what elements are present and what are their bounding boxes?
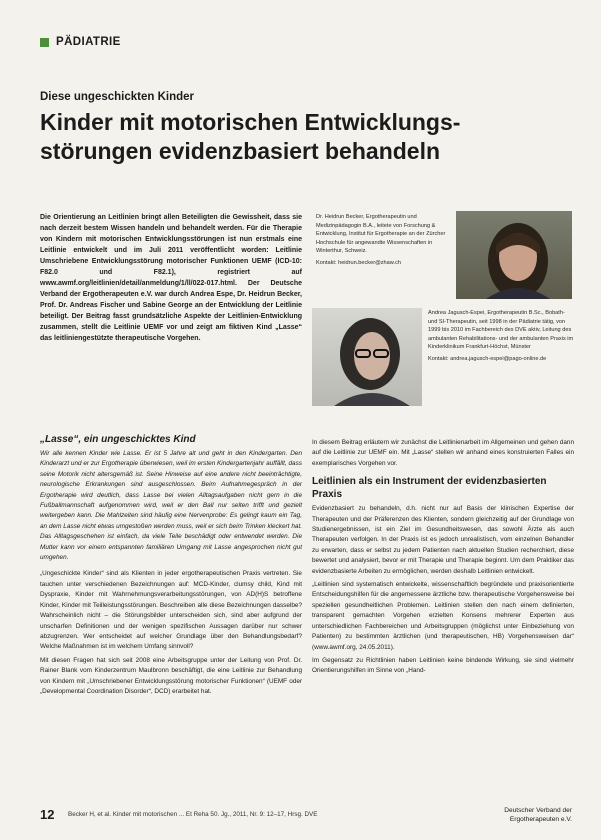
author-photo-2 — [312, 308, 422, 406]
section-label: PÄDIATRIE — [56, 36, 121, 48]
author-bio-1 — [316, 213, 452, 268]
body-paragraph-left-2: Mit diesen Fragen hat sich seit 2008 eine Arbeitsgruppe unter der Leitung von Prof. Dr. Rainer Blank vom Kinderzentrum Maulbronn beschäftigt, die eine Leitlinie zur Behandlung von Kindern mit „Umschriebener Entwicklungsstörung motorischer Funktionen“ (UEMF oder „Developmental Coordination Disorder“, DCD) erarbeitet hat. — [40, 656, 302, 695]
author-bio-1-text: Dr. Heidrun Becker, Ergotherapeutin und Medizinpädagogin B.A., leitete von Forschung & Entwicklung, Institut für Ergotherapie an der Zürcher Hochschule für angewandte Wissenschaften in Winterthur, Schweiz. — [316, 214, 446, 255]
body-paragraph-right-2: „Leitlinien sind systematisch entwickelte, wissenschaftlich begründete und praxisorientierte Entscheidungshilfen für die angemessene ärztliche bzw. therapeutische Vorgehensweise bei speziellen gesundheitlichen Problemen. Leitlinien stellen den nach einem definierten, transparent gemachten Vorgehen erzielten Konsens mehrerer Experten aus unterschiedlichen Fachbereichen und Arbeitsgruppen (möglichst unter Einbeziehung von Patienten) zu bestimmten ärztlichen (und therapeutischen, HB) Vorgehensweisen dar“ (www.awmf.org, 24.05.2011). — [312, 581, 574, 651]
page-footer — [40, 806, 572, 826]
right-intro-paragraph: In diesem Beitrag erläutern wir zunächst die Leitlinienarbeit im Allgemeinen und gehen dann auf die Leitlinie zur UEMF ein. Mit „Lasse“ stellen wir anhand eines konstruierten Falles ein exemplarisches Vorgehen vor. — [312, 439, 574, 467]
intro-paragraph: Die Orientierung an Leitlinien bringt allen Beteiligten die Gewissheit, dass sie nach derzeit bestem Wissen handeln und behandelt werden. Für die Therapie von Kindern mit motorischen Entwicklungsstörungen ist nun erstmals eine Leitlinie entwickelt und im Juli 2011 veröffentlicht worden: Leitlinie Umschriebene Entwicklungsstörung motorischer Funktionen UEMF (ICD-10: F82.0 und F82.1), registriert auf www.awmf.org/leitlinien/detail/anmeldung/1/ll/022-017.html. Der Deutsche Verband der Ergotherapeuten e.V. war durch Andrea Espe, Dr. Heidrun Becker, Prof. Dr. Andreas Fischer und Sabine George an der Entwicklung der Leitlinie beteiligt. Der Beitrag fasst grundsätzliche Aspekte der Leitlinien-Entwicklung zusammen, stellt die Leitlinie UEMF vor und zeigt am fiktiven Kind „Lasse“ das leitliniengestützte therapeutische Vorgehen. — [40, 214, 302, 342]
author-photo-1 — [456, 211, 572, 299]
publisher-name — [504, 806, 572, 824]
section-header — [40, 36, 121, 48]
body-paragraph-right-1: Evidenzbasiert zu behandeln, d.h. nicht nur auf Basis der klinischen Expertise der Therapeuten und der Präferenzen des Klienten, sondern gleichzeitig auf der Grundlage von Studienergebnissen, ist ein Ziel im Gesundheitswesen, das sowohl Ärzte als auch Therapeuten verfolgen. In der Praxis ist es jedoch unrealistisch, vom einzelnen Behandler zu erwarten, dass er selbst zu jedem Patienten nach aktuellen Studien recherchiert, diese bewertet und analysiert, bevor er mit Therapie und Therapie beginnt. Um dem Praktiker das evidenzbasierte Arbeiten zu ermöglichen, werden deshalb Leitlinien entwickelt. — [312, 505, 574, 575]
case-heading: „Lasse“, ein ungeschicktes Kind — [40, 434, 196, 445]
case-text: Wir alle kennen Kinder wie Lasse. Er ist 5 Jahre alt und geht in den Kindergarten. Den Kinderarzt und er zur Ergotherapie überwiesen, weil im ersten Kindergartenjahr auffällt, dass seine Motorik nicht altersgemäß ist. Seine Hinweise auf eine andere nicht beeinträchtigte, neurologische Erkrankungen sind ausgeschlossen. Beim Aufnahmegespräch in der Ergotherapie wird deutlich, dass Lasse bei vielen Alltagsaufgaben nicht gern in die Fußballmannschaft aufgenommen wird, weil er den Ball nur selten trifft und gezielt weitergeben kann. Die Mahlzeiten sind häufig eine Nervenprobe: Es gelingt kaum ein Tag, an dem Lasse nicht etwas umgestoßen werden muss, weil er sich beim Trinken kleckert hat. Das Alltagsgeschehen ist einfach, da viele Teile beschädigt oder entwendet werden. Die Mutter kann vor einem entspannten familiären Umgang mit Lasse angesprochen nicht gut umgehen. — [40, 450, 302, 562]
article-title: Kinder mit motorischen Entwicklungs- störungen evidenzbasiert behandeln — [40, 109, 461, 164]
publisher-line-2: Ergotherapeuten e.V. — [509, 816, 572, 823]
author-contact-2: Kontakt: andrea.jagusch-espei@pago-online.de — [428, 355, 547, 362]
author-bio-2 — [428, 309, 574, 364]
author-contact-1: Kontakt: heidrun.becker@zhaw.ch — [316, 259, 401, 266]
publisher-line-1: Deutscher Verband der — [504, 807, 572, 814]
page-number: 12 — [40, 807, 55, 822]
kicker: Diese ungeschickten Kinder — [40, 91, 195, 103]
author-portrait-2-icon — [312, 308, 422, 406]
body-paragraph-right-3: Im Gegensatz zu Richtlinien haben Leitlinien keine bindende Wirkung, sie sind vielmehr Orientierungshilfen im Sinne von „Hand- — [312, 656, 574, 675]
author-bio-2-text: Andrea Jagusch-Espei, Ergotherapeutin B.Sc., Bobath- und SI-Therapeutin, seit 1998 in der Pädiatrie tätig, von 1999 bis 2010 im Fachbereich des DVE aktiv, Leitung des ambulanten Rehabilitations- und der ambulanten Praxis im Kinderklinikum Frankfurt-Höchst, Münster — [428, 310, 574, 351]
section-square-icon — [40, 38, 49, 47]
guideline-heading: Leitlinien als ein Instrument der evidenzbasierten Praxis — [312, 476, 547, 501]
body-paragraph-left-1: „Ungeschickte Kinder“ sind als Klienten in jeder ergotherapeutischen Praxis vertreten. Sie tauchen unter verschiedenen Bezeichnungen auf: MCD-Kinder, clumsy child, Kind mit Dyspraxie, Kinder mit Wahrnehmungsverarbeitungsstörungen, von AD(H)S betroffene Kinder, Kinder mit Teilleistungsstörungen. Beschreiben alle diese Bezeichnungen dasselbe? Wahrscheinlich nicht – die Störungsbilder unterscheiden sich, sind aber aufgrund der unscharfen Definitionen und der wenigen spezifischen Aussagen darüber nur schwer abzugrenzen. Wer entscheidet auf welcher Grundlage über den Behandlungsbedarf? Welche Maßnahmen ist im welchem Umfang sinnvoll? — [40, 570, 302, 651]
author-portrait-1-icon — [456, 211, 572, 299]
right-column — [312, 438, 574, 680]
citation: Becker H, et al. Kinder mit motorischen ... Et Reha 50. Jg., 2011, Nr. 9: 12–17, Hrsg. DVE — [68, 811, 318, 818]
left-column — [40, 433, 302, 700]
